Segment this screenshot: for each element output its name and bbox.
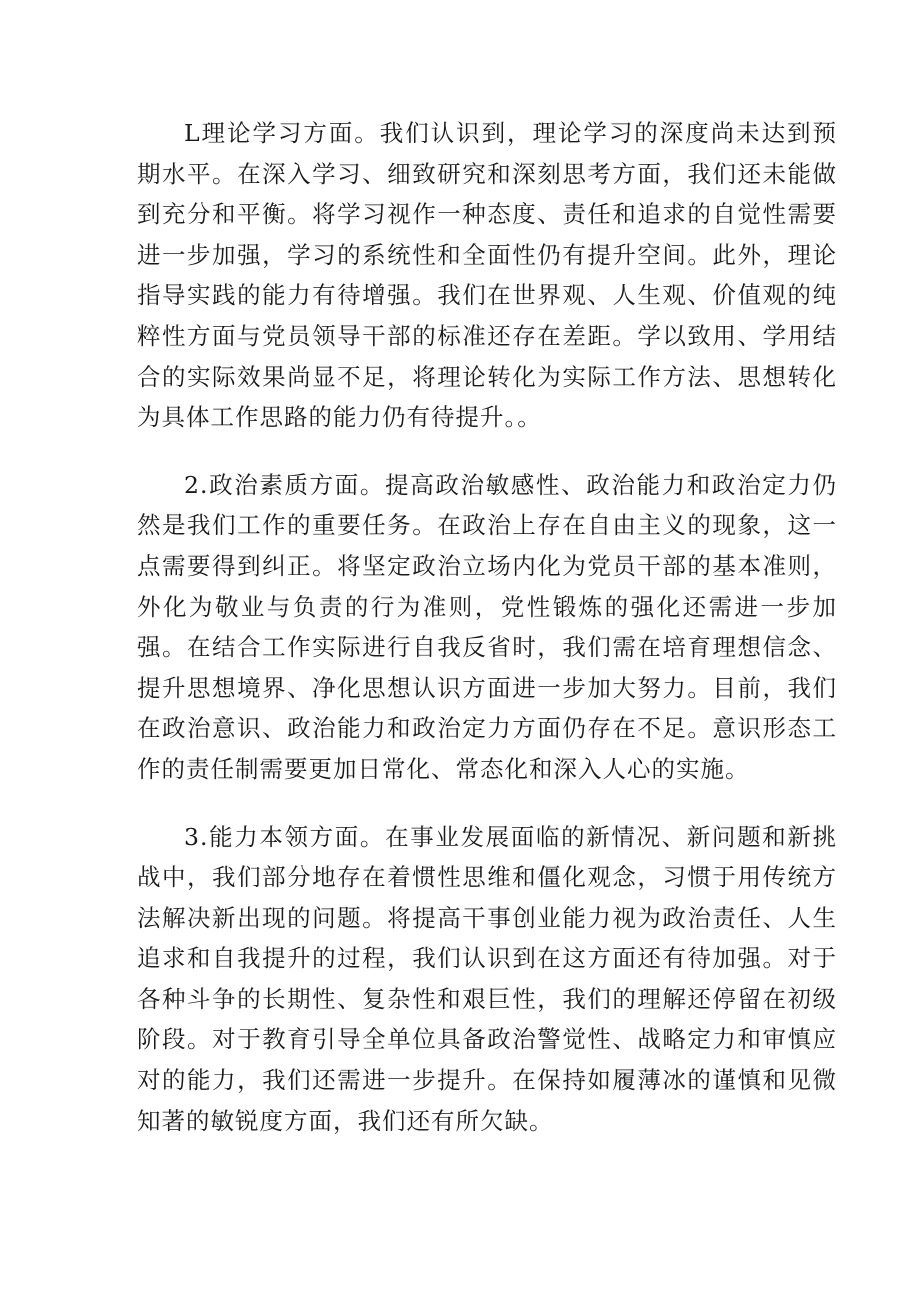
paragraph-political-quality: 2.政治素质方面。提高政治敏感性、政治能力和政治定力仍然是我们工作的重要任务。在政治上存在自由主义的现象，这一点需要得到纠正。将坚定政治立场内化为党员干部的基本准则，外化为敬业与负责的行为准则，党性锻炼的强化还需进一步加强。在结合工作实际进行自我反省时，我们需在培育理想信念、提升思想境界、净化思想认识方面进一步加大努力。目前，我们在政治意识、政治能力和政治定力方面仍存在不足。意识形态工作的责任制需要更加日常化、常态化和深入人心的实施。 [137,470,837,783]
document-body [137,113,837,1141]
paragraph-ability-skills: 3.能力本领方面。在事业发展面临的新情况、新问题和新挑战中，我们部分地存在着惯性思维和僵化观念，习惯于用传统方法解决新出现的问题。将提高干事创业能力视为政治责任、人生追求和自我提升的过程，我们认识到在这方面还有待加强。对于各种斗争的长期性、复杂性和艰巨性，我们的理解还停留在初级阶段。对于教育引导全单位具备政治警觉性、战略定力和审慎应对的能力，我们还需进一步提升。在保持如履薄冰的谨慎和见微知著的敏锐度方面，我们还有所欠缺。 [137,822,837,1135]
paragraph-theory-study: L理论学习方面。我们认识到，理论学习的深度尚未达到预期水平。在深入学习、细致研究和深刻思考方面，我们还未能做到充分和平衡。将学习视作一种态度、责任和追求的自觉性需要进一步加强，学习的系统性和全面性仍有提升空间。此外，理论指导实践的能力有待增强。我们在世界观、人生观、价值观的纯粹性方面与党员领导干部的标准还存在差距。学以致用、学用结合的实际效果尚显不足，将理论转化为实际工作方法、思想转化为具体工作思路的能力仍有待提升。。 [137,119,837,432]
